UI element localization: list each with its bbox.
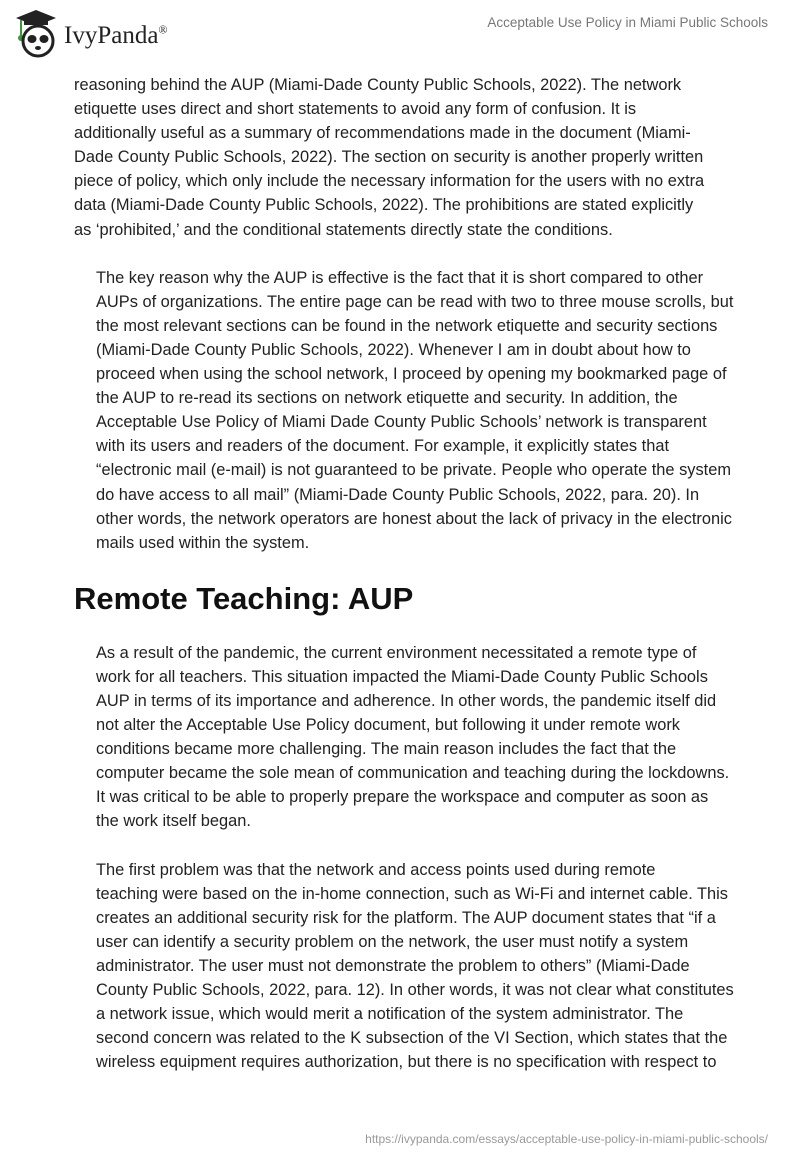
text-line: user can identify a security problem on the network, the user must notify a system — [96, 932, 689, 951]
paragraph — [74, 266, 754, 555]
text-line: Acceptable Use Policy of Miami Dade County Public Schools’ network is transparent — [96, 413, 707, 432]
text-line: The first problem was that the network and access points used during remote — [96, 860, 656, 879]
text-line: administrator. The user must not demonstrate the problem to others” (Miami-Dade — [96, 956, 690, 975]
text-line: As a result of the pandemic, the current environment necessitated a remote type of — [96, 643, 697, 662]
text-line: (Miami-Dade County Public Schools, 2022). Whenever I am in doubt about how to — [96, 340, 691, 359]
text-line: piece of policy, which only include the necessary information for the users with no extra — [74, 172, 705, 191]
document-title: Acceptable Use Policy in Miami Public Schools — [487, 15, 768, 30]
paragraph — [74, 858, 754, 1075]
text-line: proceed when using the school network, I proceed by opening my bookmarked page of — [96, 365, 727, 384]
text-line: do have access to all mail” (Miami-Dade County Public Schools, 2022, para. 20). In — [96, 485, 700, 504]
text-line: computer became the sole mean of communication and teaching during the lockdowns. — [96, 764, 730, 783]
text-line: AUPs of organizations. The entire page can be read with two to three mouse scrolls, but — [96, 292, 734, 311]
section-heading: Remote Teaching: AUP — [74, 580, 414, 616]
paragraph — [74, 641, 754, 834]
text-line: conditions became more challenging. The main reason includes the fact that the — [96, 740, 677, 759]
text-line: with its users and readers of the document. For example, it explicitly states that — [96, 437, 670, 456]
text-line: County Public Schools, 2022, para. 12). In other words, it was not clear what constitutes — [96, 981, 734, 999]
text-line: It was critical to be able to properly prepare the workspace and computer as soon as — [96, 788, 709, 807]
article-body — [74, 73, 754, 1098]
text-line: etiquette uses direct and short statements to avoid any form of confusion. It is — [74, 100, 637, 119]
text-line: as ‘prohibited,’ and the conditional statements directly state the conditions. — [74, 220, 613, 239]
text-line: The key reason why the AUP is effective is the fact that it is short compared to other — [96, 268, 704, 287]
text-line: the work itself began. — [96, 812, 251, 831]
text-line: “electronic mail (e-mail) is not guaranteed to be private. People who operate the system — [96, 461, 732, 480]
text-line: the AUP to re-read its sections on network etiquette and security. In addition, the — [96, 389, 678, 408]
text-line: AUP in terms of its importance and adherence. In other words, the pandemic itself did — [96, 691, 717, 710]
source-url[interactable]: https://ivypanda.com/essays/acceptable-use-policy-in-miami-public-schools/ — [365, 1132, 768, 1146]
text-line: work for all teachers. This situation impacted the Miami-Dade County Public Schools — [96, 667, 708, 686]
logo-text: IvyPanda® — [64, 22, 168, 49]
panda-logo-icon — [14, 8, 58, 58]
text-line: not alter the Acceptable Use Policy document, but following it under remote work — [96, 716, 680, 735]
text-line: other words, the network operators are honest about the lack of privacy in the electronic — [96, 509, 732, 528]
text-line: creates an additional security risk for the platform. The AUP document states that “if a — [96, 908, 716, 927]
text-line: mails used within the system. — [96, 533, 310, 552]
text-line: reasoning behind the AUP (Miami-Dade County Public Schools, 2022). The network — [74, 76, 682, 94]
text-line: Dade County Public Schools, 2022). The section on security is another properly written — [74, 148, 704, 167]
text-line: data (Miami-Dade County Public Schools, 2022). The prohibitions are stated explicitly — [74, 196, 694, 215]
text-line: teaching were based on the in-home connection, such as Wi-Fi and internet cable. This — [96, 884, 728, 903]
paragraph — [74, 73, 754, 242]
logo[interactable] — [14, 8, 168, 58]
text-line: a network issue, which would merit a notification of the system administrator. The — [96, 1005, 684, 1024]
text-line: the most relevant sections can be found in the network etiquette and security sections — [96, 316, 718, 335]
text-line: wireless equipment requires authorization, but there is no specification with respect to — [96, 1053, 717, 1072]
text-line: second concern was related to the K subsection of the VI Section, which states that the — [96, 1029, 728, 1048]
text-line: additionally useful as a summary of recommendations made in the document (Miami- — [74, 124, 691, 143]
